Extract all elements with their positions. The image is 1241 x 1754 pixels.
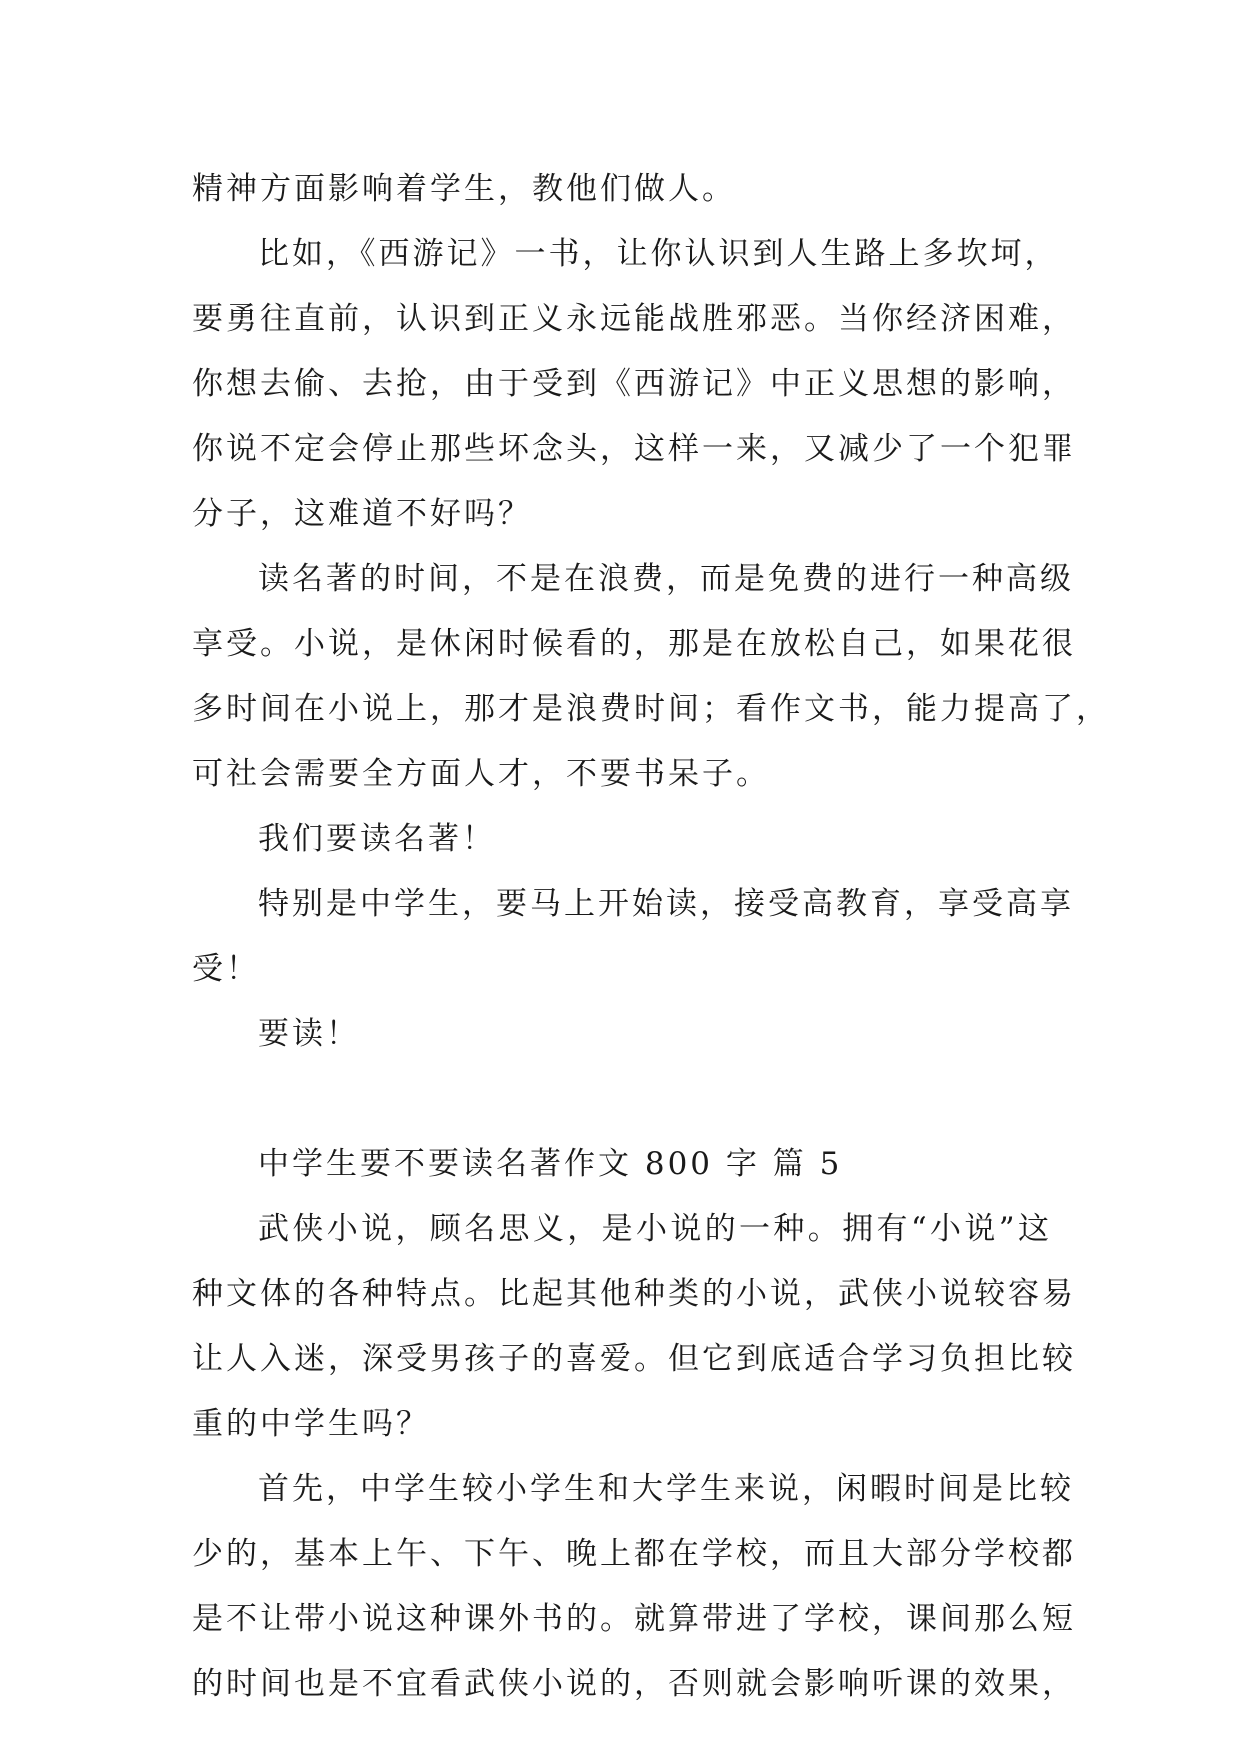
text-line: 你说不定会停止那些坏念头，这样一来，又减少了一个犯罪	[192, 431, 1076, 467]
text-line: 你想去偷、去抢，由于受到《西游记》中正义思想的影响，	[192, 366, 1076, 402]
text-line: 分子，这难道不好吗？	[192, 496, 532, 532]
text-line: 比如，《西游记》一书，让你认识到人生路上多坎坷，	[258, 236, 1059, 272]
text-line: 首先，中学生较小学生和大学生来说，闲暇时间是比较	[258, 1471, 1074, 1507]
text-line: 武侠小说，顾名思义，是小说的一种。拥有“小说”这	[258, 1211, 1052, 1247]
text-line: 可社会需要全方面人才，不要书呆子。	[192, 756, 770, 792]
text-line: 特别是中学生，要马上开始读，接受高教育，享受高享	[258, 886, 1074, 922]
text-line: 让人入迷，深受男孩子的喜爱。但它到底适合学习负担比较	[192, 1341, 1076, 1377]
text-line: 享受。小说，是休闲时候看的，那是在放松自己，如果花很	[192, 626, 1076, 662]
text-line: 多时间在小说上，那才是浪费时间；看作文书，能力提高了，	[192, 691, 1110, 727]
section-heading: 中学生要不要读名著作文 800 字 篇 5	[258, 1146, 843, 1182]
text-line: 要勇往直前，认识到正义永远能战胜邪恶。当你经济困难，	[192, 301, 1076, 337]
blank-line	[192, 1067, 1052, 1132]
text-line: 的时间也是不宜看武侠小说的，否则就会影响听课的效果，	[192, 1666, 1076, 1702]
text-line: 我们要读名著！	[258, 821, 496, 857]
text-line: 要读！	[258, 1016, 360, 1052]
text-line: 少的，基本上午、下午、晚上都在学校，而且大部分学校都	[192, 1536, 1076, 1572]
document-body	[192, 157, 1110, 1717]
text-line: 受！	[192, 951, 260, 987]
text-line: 读名著的时间，不是在浪费，而是免费的进行一种高级	[258, 561, 1074, 597]
text-line: 是不让带小说这种课外书的。就算带进了学校，课间那么短	[192, 1601, 1076, 1637]
text-line: 种文体的各种特点。比起其他种类的小说，武侠小说较容易	[192, 1276, 1076, 1312]
text-line: 精神方面影响着学生，教他们做人。	[192, 171, 736, 207]
text-line: 重的中学生吗？	[192, 1406, 430, 1442]
